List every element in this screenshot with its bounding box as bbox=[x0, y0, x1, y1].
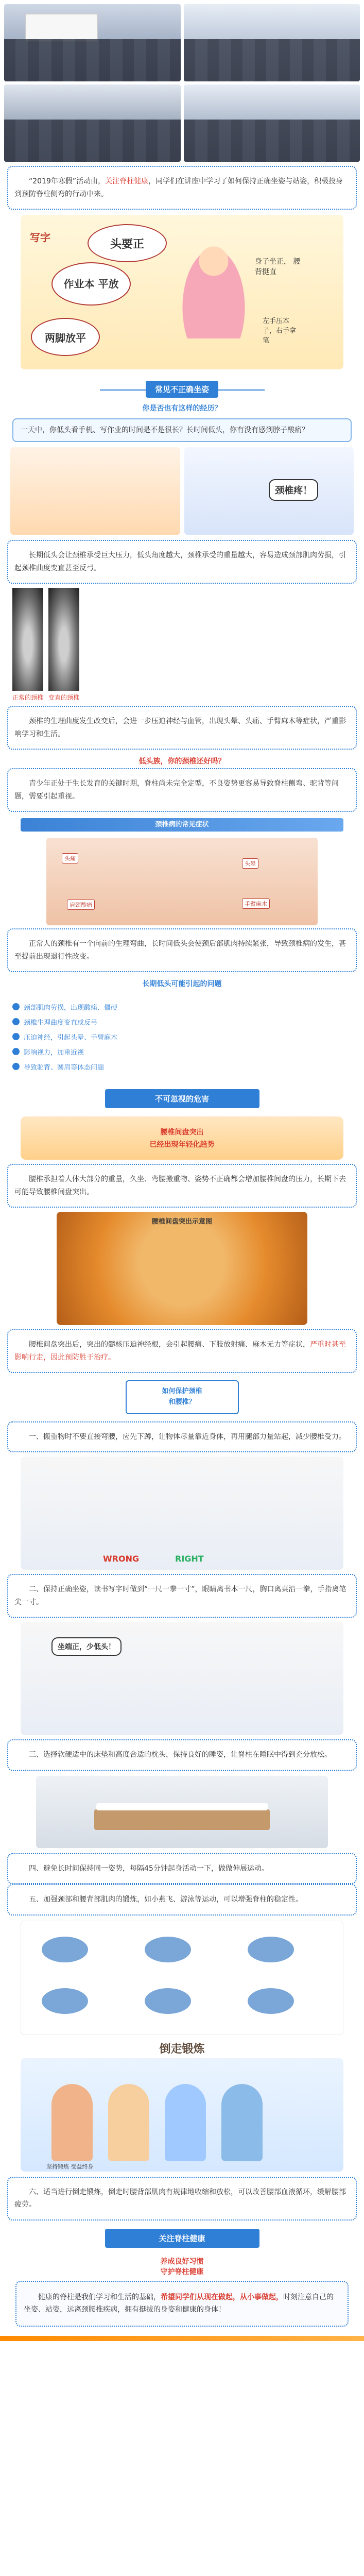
tip-text: 四、避免长时间保持同一姿势，每隔45分钟起身活动一下，做做伸展运动。 bbox=[29, 1864, 269, 1873]
bullet-icon bbox=[12, 1048, 20, 1055]
center-callout: 低头族，你的颈椎还好吗？ bbox=[138, 757, 226, 766]
cartoon-tag: 写字 bbox=[30, 231, 50, 244]
neck-label: 肩颈酸痛 bbox=[67, 900, 95, 910]
posture-cartoon bbox=[21, 215, 343, 369]
orange-callout bbox=[21, 1116, 343, 1160]
walker bbox=[108, 2084, 149, 2161]
tip-text: 一、搬重物时不要直接弯腰，应先下蹲，让物体尽量靠近身体，再用腿部力量站起，减少腰椎受力。 bbox=[29, 1432, 346, 1441]
closing-callout: 养成良好习惯 守护脊柱健康 bbox=[160, 2257, 204, 2276]
explain-panel-4 bbox=[7, 928, 357, 972]
bubble-book: 作业本 平放 bbox=[51, 262, 131, 306]
exercise-figure bbox=[145, 1937, 191, 1962]
backward-walking-illustration bbox=[21, 2058, 343, 2172]
bullet-icon bbox=[12, 1063, 20, 1070]
walk-title: 倒走锻炼 bbox=[159, 2042, 205, 2056]
symptom-list bbox=[12, 993, 352, 1081]
neck-label: 手臂麻木 bbox=[242, 899, 270, 909]
xray-abnormal bbox=[48, 588, 79, 702]
exercise-figure bbox=[248, 1937, 294, 1962]
bullet-icon bbox=[12, 1018, 20, 1025]
walker bbox=[165, 2084, 206, 2161]
neck-label: 头晕 bbox=[242, 858, 258, 869]
tip-text: 二、保持正确坐姿，读书写字时做到“一尺一拳一寸”，眼睛离书本一尺，胸口离桌沿一拳，手指离笔尖一寸。 bbox=[14, 1585, 346, 1606]
explain-text: 颈椎的生理曲度发生改变后，会进一步压迫神经与血管，出现头晕、头痛、手臂麻木等症状，严重影响学习和生活。 bbox=[14, 717, 346, 738]
bubble-head: 头要正 bbox=[88, 224, 167, 262]
classroom-photo bbox=[4, 84, 181, 162]
section-title-1 bbox=[100, 381, 265, 398]
tip-panel-4 bbox=[7, 1853, 357, 1885]
neck-illustration bbox=[46, 838, 318, 925]
bubble-feet: 两脚放平 bbox=[31, 318, 100, 356]
explain-text: 青少年正处于生长发育的关键时期，脊柱尚未完全定型，不良姿势更容易导致脊柱侧弯、驼背等问题，需要引起重视。 bbox=[14, 779, 339, 801]
speech-bubble: 坐端正，少低头！ bbox=[51, 1637, 122, 1656]
closing-text: 健康的脊柱是我们学习和生活的基础，希望同学们从现在做起，从小事做起，时刻注意自己的坐姿、站姿，远离颈腰椎疾病，拥有挺拔的身姿和健康的身体！ bbox=[24, 2293, 334, 2314]
tip-panel-5 bbox=[7, 1884, 357, 1916]
section-ribbon: 关注脊柱健康 bbox=[105, 2229, 259, 2248]
footer-strip bbox=[0, 2336, 364, 2341]
xray-caption: 变直的颈椎 bbox=[48, 694, 80, 702]
neck-label: 头痛 bbox=[62, 853, 78, 863]
low-head-heading: 长期低头可能引起的问题 bbox=[142, 980, 222, 989]
exercise-figure bbox=[42, 1988, 88, 2014]
hurt-label: 颈椎疼！ bbox=[269, 479, 318, 501]
bed bbox=[94, 1809, 269, 1830]
exercise-figure bbox=[42, 1937, 88, 1962]
explain-panel-3 bbox=[7, 768, 357, 812]
list-item: 压迫神经，引起头晕、手臂麻木 bbox=[12, 1032, 352, 1042]
xray-row bbox=[12, 588, 352, 702]
lifting-illustration bbox=[21, 1456, 343, 1570]
section-ribbon: 不可忽视的危害 bbox=[105, 1089, 259, 1108]
years-caption: 坚持锻炼 受益终身 bbox=[46, 2163, 94, 2170]
intro-paragraph: “2019年寒假”活动由，关注脊柱健康，同学们在讲座中学习了如何保持正确坐姿与站姿，积极投身到预防脊柱侧弯的行动中来。 bbox=[14, 177, 343, 198]
bed-illustration bbox=[36, 1776, 328, 1848]
neck-pain-illustration bbox=[184, 447, 354, 535]
explain-text: 腰椎承担着人体大部分的重量，久坐、弯腰搬重物、姿势不正确都会增加腰椎间盘的压力，长期下去可能导致腰椎间盘突出。 bbox=[14, 1175, 346, 1196]
list-item: 颈部肌肉劳损，出现酸痛、僵硬 bbox=[12, 1002, 352, 1012]
walker bbox=[221, 2084, 263, 2161]
classroom-photo bbox=[184, 4, 360, 81]
prevention-heading: 如何保护颈椎 和腰椎？ bbox=[126, 1380, 239, 1414]
classroom-photo bbox=[184, 84, 360, 162]
classroom-photo bbox=[4, 4, 181, 81]
xray-image bbox=[48, 588, 79, 691]
xray-caption: 正常的颈椎 bbox=[12, 694, 44, 702]
wrong-label: WRONG bbox=[103, 1554, 140, 1564]
explain-text: 长期低头会让颈椎承受巨大压力，低头角度越大，颈椎承受的重量越大，容易造成颈部肌肉劳损，引起颈椎曲度变直甚至反弓。 bbox=[14, 551, 346, 572]
photo-grid bbox=[0, 0, 364, 166]
banner: 颈椎病的常见症状 bbox=[21, 818, 343, 832]
explain-text: 正常人的颈椎有一个向前的生理弯曲，长时间低头会使颈后部肌肉持续紧张，导致颈椎病的发生，甚至提前出现退行性改变。 bbox=[14, 940, 346, 961]
bullet-icon bbox=[12, 1003, 20, 1010]
tip-panel-1 bbox=[7, 1421, 357, 1453]
subhead: 你是否也有这样的经历？ bbox=[142, 404, 222, 413]
audience bbox=[4, 120, 181, 162]
explain-panel-5 bbox=[7, 1164, 357, 1208]
explain-panel-2 bbox=[7, 706, 357, 750]
note-body: 身子坐正， 腰背挺直 bbox=[255, 258, 301, 276]
tip-panel-6 bbox=[7, 2177, 357, 2221]
spine-title: 腰椎间盘突出示意图 bbox=[151, 1218, 212, 1226]
tip-panel-2 bbox=[7, 1574, 357, 1618]
section-label: 常见不正确坐姿 bbox=[146, 381, 218, 398]
intro-panel bbox=[7, 166, 357, 210]
tip-text: 五、加强颈部和腰背部肌肉的锻炼，如小燕飞、游泳等运动，可以增强脊柱的稳定性。 bbox=[29, 1895, 303, 1904]
tip-text: 六、适当进行倒走锻炼，倒走时腰背部肌肉有规律地收缩和放松，可以改善腰部血液循环，缓解腰部疲劳。 bbox=[14, 2188, 346, 2209]
list-item: 颈椎生理曲度变直或反弓 bbox=[12, 1017, 352, 1027]
audience bbox=[184, 39, 360, 82]
list-item: 影响视力，加重近视 bbox=[12, 1047, 352, 1057]
orange-line: 已经出现年轻化趋势 bbox=[149, 1141, 215, 1149]
question-box: 一天中，你低头看手机、写作业的时间是不是很长？长时间低头，你有没有感到脖子酸痛？ bbox=[12, 418, 352, 442]
exercise-illustration bbox=[21, 1921, 343, 2035]
exercise-figure bbox=[145, 1988, 191, 2014]
right-label: RIGHT bbox=[175, 1554, 204, 1564]
projector-screen bbox=[25, 13, 98, 42]
orange-line: 腰椎间盘突出 bbox=[160, 1128, 204, 1137]
xray-image bbox=[12, 588, 43, 691]
phone-neck-illustration bbox=[10, 447, 180, 535]
tip-text: 三、选择软硬适中的床垫和高度合适的枕头，保持良好的睡姿，让脊柱在睡眠中得到充分放松。 bbox=[29, 1751, 332, 1759]
audience bbox=[4, 39, 181, 82]
audience bbox=[184, 120, 360, 162]
note-hands: 左手压本子，右手拿笔 bbox=[263, 317, 297, 345]
sitting-illustration bbox=[21, 1622, 343, 1735]
closing-panel bbox=[15, 2281, 349, 2327]
illustration-row bbox=[10, 447, 354, 535]
spine-illustration bbox=[57, 1212, 307, 1325]
explain-text: 腰椎间盘突出后，突出的髓核压迫神经根，会引起腰痛、下肢放射痛、麻木无力等症状，严重时甚至影响行走，因此预防胜于治疗。 bbox=[14, 1341, 346, 1362]
list-item: 导致驼背、圆肩等体态问题 bbox=[12, 1062, 352, 1072]
bullet-icon bbox=[12, 1033, 20, 1040]
tip-panel-3 bbox=[7, 1739, 357, 1771]
girl-illustration bbox=[175, 235, 252, 338]
exercise-figure bbox=[248, 1988, 294, 2014]
xray-normal bbox=[12, 588, 43, 702]
explain-panel bbox=[7, 540, 357, 584]
explain-panel-6 bbox=[7, 1329, 357, 1373]
walker bbox=[51, 2084, 93, 2161]
